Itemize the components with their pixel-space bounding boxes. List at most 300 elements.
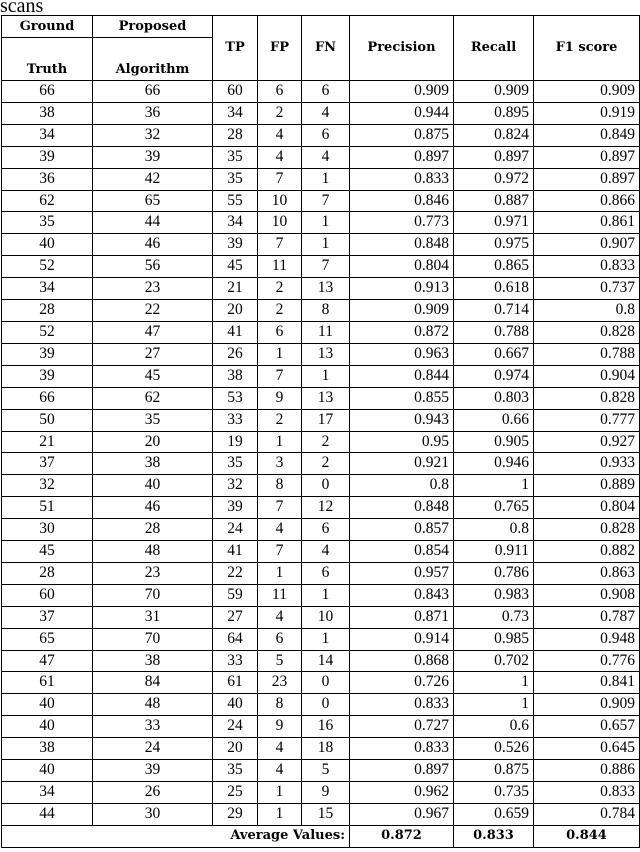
cell-recall: 0.788 [454,321,534,343]
table-row [2,212,640,234]
cell-proposed: 23 [93,278,213,300]
cell-proposed: 35 [93,409,213,431]
cell-recall: 0.735 [454,782,534,804]
cell-proposed: 48 [93,694,213,716]
cell-precision: 0.943 [350,409,454,431]
cell-recall: 0.905 [454,431,534,453]
cell-fp: 1 [258,562,302,584]
cell-proposed: 38 [93,453,213,475]
cell-precision: 0.871 [350,606,454,628]
cell-fn: 13 [302,343,350,365]
cell-ground-truth: 66 [2,387,93,409]
cell-fn: 0 [302,694,350,716]
cell-proposed: 46 [93,497,213,519]
cell-f1-score: 0.737 [534,278,640,300]
cell-f1-score: 0.948 [534,628,640,650]
cell-precision: 0.897 [350,146,454,168]
results-table [1,15,640,848]
cell-recall: 0.765 [454,497,534,519]
cell-ground-truth: 36 [2,168,93,190]
cell-fp: 10 [258,190,302,212]
cell-recall: 0.887 [454,190,534,212]
cell-fn: 17 [302,409,350,431]
cell-precision: 0.848 [350,234,454,256]
cell-proposed: 27 [93,343,213,365]
header-spacer [2,38,93,60]
cell-precision: 0.854 [350,541,454,563]
cell-ground-truth: 52 [2,256,93,278]
cell-fn: 6 [302,124,350,146]
cell-fn: 5 [302,760,350,782]
cell-precision: 0.843 [350,584,454,606]
cell-ground-truth: 37 [2,453,93,475]
cell-tp: 19 [213,431,258,453]
cell-fn: 15 [302,803,350,825]
cell-tp: 61 [213,672,258,694]
cell-fp: 6 [258,81,302,103]
table-row [2,803,640,825]
cell-ground-truth: 34 [2,124,93,146]
cell-precision: 0.872 [350,321,454,343]
table-row [2,343,640,365]
cell-recall: 0.865 [454,256,534,278]
cell-ground-truth: 65 [2,628,93,650]
cell-f1-score: 0.841 [534,672,640,694]
cell-fp: 9 [258,716,302,738]
cell-precision: 0.914 [350,628,454,650]
cell-ground-truth: 61 [2,672,93,694]
cell-recall: 0.824 [454,124,534,146]
cell-ground-truth: 40 [2,234,93,256]
cell-fn: 6 [302,519,350,541]
cell-tp: 32 [213,475,258,497]
table-row [2,716,640,738]
cell-tp: 38 [213,365,258,387]
cell-f1-score: 0.776 [534,650,640,672]
table-row [2,562,640,584]
cell-recall: 1 [454,694,534,716]
table-row [2,738,640,760]
cell-tp: 28 [213,124,258,146]
cell-f1-score: 0.788 [534,343,640,365]
cell-proposed: 42 [93,168,213,190]
table-row [2,365,640,387]
header-recall: Recall [454,16,534,81]
cell-fp: 4 [258,760,302,782]
cell-precision: 0.833 [350,694,454,716]
cell-fp: 4 [258,146,302,168]
cell-f1-score: 0.886 [534,760,640,782]
cell-ground-truth: 44 [2,803,93,825]
cell-ground-truth: 38 [2,102,93,124]
cell-f1-score: 0.849 [534,124,640,146]
header-fn: FN [302,16,350,81]
cell-proposed: 39 [93,760,213,782]
cell-tp: 35 [213,146,258,168]
cell-fn: 1 [302,584,350,606]
cell-precision: 0.95 [350,431,454,453]
cell-f1-score: 0.897 [534,146,640,168]
cell-precision: 0.844 [350,365,454,387]
cell-recall: 0.983 [454,584,534,606]
cell-f1-score: 0.866 [534,190,640,212]
cell-recall: 0.897 [454,146,534,168]
cell-f1-score: 0.927 [534,431,640,453]
cell-f1-score: 0.907 [534,234,640,256]
average-values-label: Average Values: [2,825,350,847]
cell-recall: 0.895 [454,102,534,124]
cell-ground-truth: 51 [2,497,93,519]
cell-tp: 41 [213,321,258,343]
cell-precision: 0.868 [350,650,454,672]
cell-ground-truth: 50 [2,409,93,431]
cell-fn: 9 [302,782,350,804]
cell-proposed: 38 [93,650,213,672]
cell-ground-truth: 62 [2,190,93,212]
cell-fp: 23 [258,672,302,694]
cell-recall: 0.803 [454,387,534,409]
cell-recall: 0.6 [454,716,534,738]
cell-proposed: 46 [93,234,213,256]
cell-ground-truth: 34 [2,278,93,300]
cell-fn: 1 [302,168,350,190]
header-ground-truth-line2: Truth [2,59,93,81]
cell-fp: 7 [258,365,302,387]
cell-ground-truth: 39 [2,146,93,168]
cell-fp: 1 [258,431,302,453]
header-proposed-line2: Algorithm [93,59,213,81]
cell-proposed: 20 [93,431,213,453]
cell-recall: 0.972 [454,168,534,190]
header-precision: Precision [350,16,454,81]
cell-fp: 5 [258,650,302,672]
cell-f1-score: 0.8 [534,300,640,322]
cell-fp: 9 [258,387,302,409]
cell-f1-score: 0.787 [534,606,640,628]
cell-recall: 0.667 [454,343,534,365]
cell-tp: 45 [213,256,258,278]
cell-fp: 2 [258,409,302,431]
cell-ground-truth: 28 [2,562,93,584]
table-row [2,628,640,650]
cell-recall: 0.985 [454,628,534,650]
cell-f1-score: 0.904 [534,365,640,387]
table-row [2,300,640,322]
table-row [2,102,640,124]
table-row [2,650,640,672]
cell-tp: 24 [213,519,258,541]
cell-recall: 0.618 [454,278,534,300]
cell-precision: 0.857 [350,519,454,541]
cell-fp: 2 [258,102,302,124]
cell-fn: 1 [302,365,350,387]
header-proposed-line1: Proposed [93,16,213,38]
cell-ground-truth: 45 [2,541,93,563]
table-row [2,453,640,475]
cell-f1-score: 0.882 [534,541,640,563]
cell-tp: 35 [213,453,258,475]
cell-ground-truth: 40 [2,694,93,716]
cell-fp: 7 [258,234,302,256]
cell-fp: 1 [258,803,302,825]
table-row [2,278,640,300]
cell-recall: 0.526 [454,738,534,760]
cell-fp: 3 [258,453,302,475]
cell-precision: 0.727 [350,716,454,738]
cell-f1-score: 0.804 [534,497,640,519]
cell-recall: 0.974 [454,365,534,387]
cell-precision: 0.962 [350,782,454,804]
cell-recall: 1 [454,672,534,694]
table-row [2,541,640,563]
cell-tp: 60 [213,81,258,103]
cell-fn: 4 [302,146,350,168]
table-row [2,431,640,453]
cell-proposed: 31 [93,606,213,628]
cell-tp: 59 [213,584,258,606]
cell-ground-truth: 39 [2,343,93,365]
cell-proposed: 33 [93,716,213,738]
cell-proposed: 23 [93,562,213,584]
cell-tp: 64 [213,628,258,650]
cell-precision: 0.8 [350,475,454,497]
table-row [2,321,640,343]
table-row [2,81,640,103]
cell-tp: 41 [213,541,258,563]
cell-precision: 0.909 [350,81,454,103]
cell-fp: 1 [258,782,302,804]
cell-fn: 8 [302,300,350,322]
cell-fn: 2 [302,431,350,453]
cell-f1-score: 0.645 [534,738,640,760]
cell-fn: 12 [302,497,350,519]
cell-fp: 6 [258,628,302,650]
cell-precision: 0.897 [350,760,454,782]
average-recall: 0.833 [454,825,534,847]
table-row [2,168,640,190]
table-row [2,760,640,782]
table-row [2,387,640,409]
cell-f1-score: 0.833 [534,782,640,804]
cell-f1-score: 0.908 [534,584,640,606]
table-header [2,16,640,81]
cell-tp: 35 [213,760,258,782]
cell-tp: 29 [213,803,258,825]
cell-f1-score: 0.897 [534,168,640,190]
cell-recall: 0.975 [454,234,534,256]
cell-ground-truth: 66 [2,81,93,103]
cell-fp: 6 [258,321,302,343]
cell-proposed: 45 [93,365,213,387]
cell-proposed: 70 [93,628,213,650]
cell-ground-truth: 40 [2,716,93,738]
cell-fn: 2 [302,453,350,475]
cell-recall: 0.66 [454,409,534,431]
table-caption: scans [0,0,44,17]
cell-f1-score: 0.784 [534,803,640,825]
cell-fn: 0 [302,475,350,497]
cell-fp: 4 [258,606,302,628]
cell-tp: 22 [213,562,258,584]
table-row [2,146,640,168]
cell-tp: 33 [213,650,258,672]
cell-fp: 2 [258,300,302,322]
cell-fn: 18 [302,738,350,760]
cell-fn: 16 [302,716,350,738]
cell-precision: 0.909 [350,300,454,322]
cell-tp: 21 [213,278,258,300]
cell-precision: 0.833 [350,168,454,190]
table-row [2,234,640,256]
cell-recall: 0.875 [454,760,534,782]
cell-ground-truth: 34 [2,782,93,804]
cell-fp: 4 [258,124,302,146]
header-fp: FP [258,16,302,81]
table-row [2,519,640,541]
cell-recall: 0.702 [454,650,534,672]
cell-recall: 0.946 [454,453,534,475]
cell-fn: 13 [302,387,350,409]
cell-recall: 0.8 [454,519,534,541]
table-row [2,256,640,278]
cell-fn: 1 [302,212,350,234]
cell-precision: 0.804 [350,256,454,278]
cell-f1-score: 0.828 [534,519,640,541]
cell-proposed: 30 [93,803,213,825]
cell-recall: 1 [454,475,534,497]
cell-f1-score: 0.863 [534,562,640,584]
cell-f1-score: 0.909 [534,81,640,103]
cell-recall: 0.786 [454,562,534,584]
cell-fp: 2 [258,278,302,300]
cell-ground-truth: 39 [2,365,93,387]
table-row [2,584,640,606]
cell-precision: 0.773 [350,212,454,234]
cell-fn: 4 [302,541,350,563]
average-f1-score: 0.844 [534,825,640,847]
cell-proposed: 65 [93,190,213,212]
cell-tp: 27 [213,606,258,628]
cell-tp: 26 [213,343,258,365]
cell-fn: 10 [302,606,350,628]
cell-f1-score: 0.657 [534,716,640,738]
cell-ground-truth: 21 [2,431,93,453]
header-ground-truth-line1: Ground [2,16,93,38]
cell-ground-truth: 28 [2,300,93,322]
cell-precision: 0.833 [350,738,454,760]
cell-recall: 0.909 [454,81,534,103]
cell-f1-score: 0.933 [534,453,640,475]
cell-tp: 33 [213,409,258,431]
table-row [2,409,640,431]
cell-recall: 0.911 [454,541,534,563]
cell-tp: 35 [213,168,258,190]
cell-f1-score: 0.889 [534,475,640,497]
cell-fp: 8 [258,475,302,497]
table-row [2,694,640,716]
cell-fn: 1 [302,628,350,650]
cell-tp: 20 [213,300,258,322]
cell-f1-score: 0.777 [534,409,640,431]
cell-ground-truth: 47 [2,650,93,672]
cell-proposed: 66 [93,81,213,103]
cell-tp: 25 [213,782,258,804]
cell-fn: 11 [302,321,350,343]
cell-proposed: 44 [93,212,213,234]
table-row [2,190,640,212]
header-tp: TP [213,16,258,81]
header-f1-score: F1 score [534,16,640,81]
cell-ground-truth: 40 [2,760,93,782]
cell-ground-truth: 35 [2,212,93,234]
cell-f1-score: 0.828 [534,321,640,343]
cell-precision: 0.963 [350,343,454,365]
cell-tp: 39 [213,497,258,519]
cell-tp: 40 [213,694,258,716]
cell-f1-score: 0.833 [534,256,640,278]
cell-fn: 13 [302,278,350,300]
cell-f1-score: 0.909 [534,694,640,716]
cell-fn: 1 [302,234,350,256]
cell-proposed: 70 [93,584,213,606]
average-precision: 0.872 [350,825,454,847]
cell-proposed: 36 [93,102,213,124]
cell-f1-score: 0.861 [534,212,640,234]
table-row [2,672,640,694]
cell-fp: 8 [258,694,302,716]
cell-ground-truth: 30 [2,519,93,541]
table-footer [2,825,640,847]
cell-precision: 0.957 [350,562,454,584]
cell-fn: 7 [302,256,350,278]
cell-fn: 6 [302,81,350,103]
cell-fp: 11 [258,584,302,606]
table-row [2,606,640,628]
cell-ground-truth: 38 [2,738,93,760]
table-row [2,497,640,519]
cell-precision: 0.726 [350,672,454,694]
cell-fp: 7 [258,168,302,190]
cell-precision: 0.913 [350,278,454,300]
cell-fn: 6 [302,562,350,584]
cell-proposed: 28 [93,519,213,541]
table-row [2,782,640,804]
cell-proposed: 62 [93,387,213,409]
table-row [2,475,640,497]
cell-proposed: 22 [93,300,213,322]
cell-precision: 0.846 [350,190,454,212]
cell-precision: 0.944 [350,102,454,124]
cell-fn: 4 [302,102,350,124]
cell-precision: 0.875 [350,124,454,146]
cell-f1-score: 0.919 [534,102,640,124]
cell-fn: 14 [302,650,350,672]
cell-proposed: 26 [93,782,213,804]
cell-fn: 0 [302,672,350,694]
cell-proposed: 39 [93,146,213,168]
cell-ground-truth: 60 [2,584,93,606]
cell-proposed: 32 [93,124,213,146]
cell-ground-truth: 32 [2,475,93,497]
cell-tp: 55 [213,190,258,212]
cell-fn: 7 [302,190,350,212]
cell-tp: 39 [213,234,258,256]
cell-proposed: 40 [93,475,213,497]
cell-proposed: 56 [93,256,213,278]
cell-tp: 34 [213,102,258,124]
cell-tp: 34 [213,212,258,234]
cell-proposed: 47 [93,321,213,343]
